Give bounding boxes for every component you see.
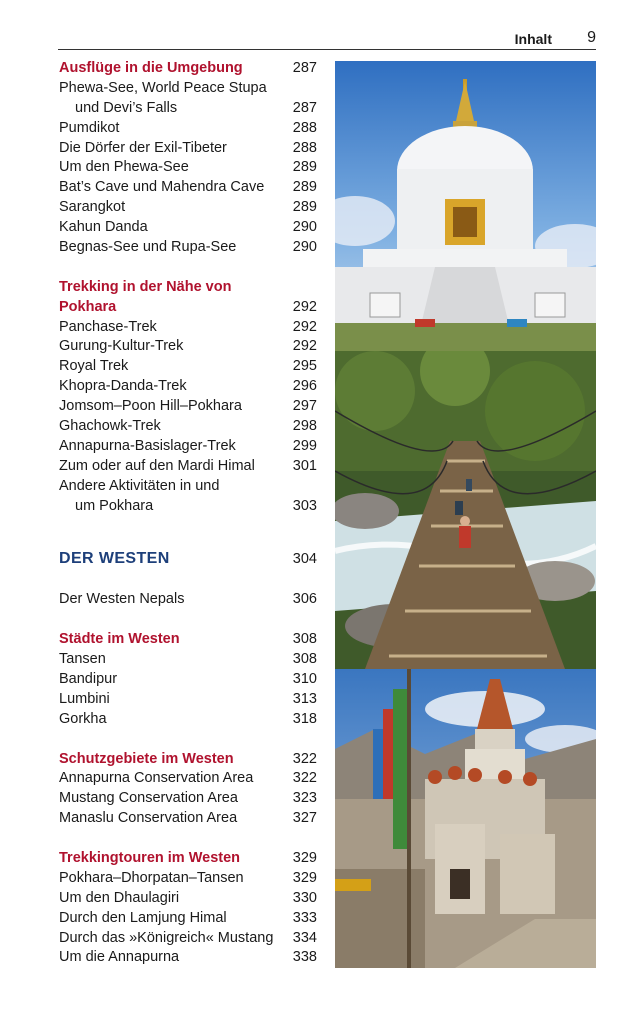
toc-entry-title: Khopra-Danda-Trek: [59, 378, 187, 395]
toc-entry-page: 329: [292, 849, 317, 866]
toc-entry: [59, 119, 317, 139]
mustang-village-photo: [335, 669, 596, 968]
toc-entry: [59, 690, 317, 710]
toc-entry-page: 287: [292, 60, 317, 76]
toc-entry-page: 295: [292, 358, 317, 375]
toc-entry-title: Phewa-See, World Peace Stupa: [59, 79, 267, 96]
toc-entry-page: 287: [292, 99, 317, 116]
toc-entry-title: Royal Trek: [59, 358, 129, 375]
toc-entry: [59, 318, 317, 338]
toc-spacer: [59, 258, 317, 278]
toc-entry: [59, 198, 317, 218]
toc-entry-title: und Devi’s Falls: [75, 99, 178, 116]
toc-entry-page: 327: [292, 810, 317, 827]
toc-entry-page: 333: [292, 909, 317, 926]
toc-entry-page: 334: [292, 929, 317, 946]
toc-entry: [59, 929, 317, 949]
toc-entry: [59, 477, 317, 497]
page-header: [58, 28, 596, 50]
toc-entry-title: Trekkingtouren im Westen: [59, 849, 241, 866]
toc-entry-title: Ghachowk-Trek: [59, 418, 161, 435]
toc-entry-page: 288: [292, 139, 317, 156]
toc-entry-title: Kahun Danda: [59, 219, 148, 236]
toc-entry-page: 306: [292, 591, 317, 608]
toc-entry-title: Schutzgebiete im Westen: [59, 750, 234, 767]
toc-entry: [59, 909, 317, 929]
toc-spacer: [59, 570, 317, 590]
toc-entry: [59, 238, 317, 258]
toc-entry: [59, 869, 317, 889]
toc-entry-page: 303: [292, 497, 317, 514]
toc-entry-title: Zum oder auf den Mardi Himal: [59, 457, 255, 474]
toc-entry-title: Pumdikot: [59, 119, 120, 136]
toc-entry: [59, 889, 317, 909]
toc-entry: [59, 670, 317, 690]
toc-entry-title: Die Dörfer der Exil-Tibeter: [59, 139, 227, 156]
toc-entry-page: 322: [292, 770, 317, 787]
toc-entry-page: 338: [292, 949, 317, 966]
toc-entry-page: 329: [292, 869, 317, 886]
toc-entry-page: 323: [292, 790, 317, 807]
toc-entry-title: um Pokhara: [75, 497, 154, 514]
toc-entry: [59, 457, 317, 477]
toc-entry: [59, 178, 317, 198]
toc-entry-title: Durch das »Königreich« Mustang: [59, 929, 274, 946]
toc-entry-title: Gurung-Kultur-Trek: [59, 338, 184, 355]
toc-entry: [59, 710, 317, 730]
toc-entry-title: Annapurna-Basislager-Trek: [59, 437, 236, 454]
toc-entry-page: 297: [292, 398, 317, 415]
section-title: Inhalt: [514, 31, 552, 47]
toc-entry-page: 292: [292, 338, 317, 355]
toc-entry-page: 292: [292, 298, 317, 315]
toc-entry: [59, 139, 317, 159]
toc-entry: [59, 590, 317, 610]
toc-entry-page: 318: [292, 710, 317, 727]
toc-entry-title: Annapurna Conservation Area: [59, 770, 254, 787]
toc-spacer: [59, 829, 317, 849]
toc-entry: [59, 948, 317, 968]
toc-entry-title: Um den Phewa-See: [59, 159, 189, 176]
toc-entry: [59, 99, 317, 119]
toc-entry-page: 299: [292, 437, 317, 454]
toc-entry-page: 290: [292, 219, 317, 236]
page-number: 9: [587, 29, 596, 46]
toc-entry-title: Ausflüge in die Umgebung: [59, 60, 243, 76]
toc-section-heading: [59, 750, 317, 770]
toc-section-heading: [59, 59, 317, 79]
toc-entry-page: 289: [292, 159, 317, 176]
toc-entry-title: Mustang Conservation Area: [59, 790, 238, 807]
toc-entry: [59, 437, 317, 457]
toc-entry: [59, 789, 317, 809]
toc-entry: [59, 417, 317, 437]
toc-entry-page: 304: [292, 551, 317, 568]
table-of-contents: [59, 59, 317, 968]
toc-entry-page: 296: [292, 378, 317, 395]
toc-entry: [59, 337, 317, 357]
toc-entry-title: Begnas-See und Rupa-See: [59, 239, 237, 256]
toc-entry-title: Pokhara: [59, 298, 117, 315]
toc-entry-title: Andere Aktivitäten in und: [59, 477, 220, 494]
stupa-photo: [335, 61, 596, 351]
toc-entry-page: 330: [292, 889, 317, 906]
toc-entry-page: 288: [292, 119, 317, 136]
toc-entry-title: DER WESTEN: [59, 550, 170, 568]
toc-entry-title: Jomsom–Poon Hill–Pokhara: [59, 398, 242, 415]
toc-entry-page: 322: [292, 750, 317, 767]
toc-entry-title: Durch den Lamjung Himal: [59, 909, 227, 926]
toc-entry-page: 289: [292, 199, 317, 216]
toc-entry: [59, 218, 317, 238]
toc-entry-title: Der Westen Nepals: [59, 591, 185, 608]
toc-spacer: [59, 610, 317, 630]
toc-entry-title: Pokhara–Dhorpatan–Tansen: [59, 869, 244, 886]
toc-entry-page: 290: [292, 239, 317, 256]
toc-entry-title: Städte im Westen: [59, 631, 180, 648]
toc-entry: [59, 357, 317, 377]
photo-column: [335, 61, 596, 968]
toc-entry: [59, 769, 317, 789]
toc-entry-page: 308: [292, 631, 317, 648]
toc-entry: [59, 377, 317, 397]
toc-entry-title: Lumbini: [59, 690, 110, 707]
toc-entry-title: Sarangkot: [59, 199, 126, 216]
toc-entry-page: 308: [292, 651, 317, 668]
toc-entry: [59, 809, 317, 829]
toc-entry-title: Manaslu Conservation Area: [59, 810, 238, 827]
suspension-bridge-photo: [335, 351, 596, 669]
toc-entry-title: Um den Dhaulagiri: [59, 889, 180, 906]
toc-entry-page: 298: [292, 418, 317, 435]
toc-chapter-heading: [59, 548, 317, 570]
toc-spacer: [59, 516, 317, 548]
toc-entry-title: Tansen: [59, 651, 106, 668]
toc-entry-page: 292: [292, 318, 317, 335]
toc-entry: [59, 497, 317, 517]
toc-entry-title: Trekking in der Nähe von: [59, 278, 232, 295]
toc-entry-title: Bat’s Cave und Mahendra Cave: [59, 179, 265, 196]
toc-entry: [59, 650, 317, 670]
toc-entry: [59, 158, 317, 178]
toc-section-heading: [59, 278, 317, 298]
toc-section-heading: [59, 630, 317, 650]
toc-section-heading: [59, 849, 317, 869]
toc-entry-title: Um die Annapurna: [59, 949, 180, 966]
toc-entry-title: Gorkha: [59, 710, 107, 727]
toc-entry-title: Panchase-Trek: [59, 318, 157, 335]
toc-entry: [59, 397, 317, 417]
toc-entry-page: 301: [292, 457, 317, 474]
toc-entry-page: 313: [292, 690, 317, 707]
toc-entry-page: 310: [292, 670, 317, 687]
toc-entry-title: Bandipur: [59, 670, 118, 687]
toc-spacer: [59, 730, 317, 750]
toc-entry: [59, 79, 317, 99]
toc-section-heading: [59, 298, 317, 318]
toc-entry-page: 289: [292, 179, 317, 196]
